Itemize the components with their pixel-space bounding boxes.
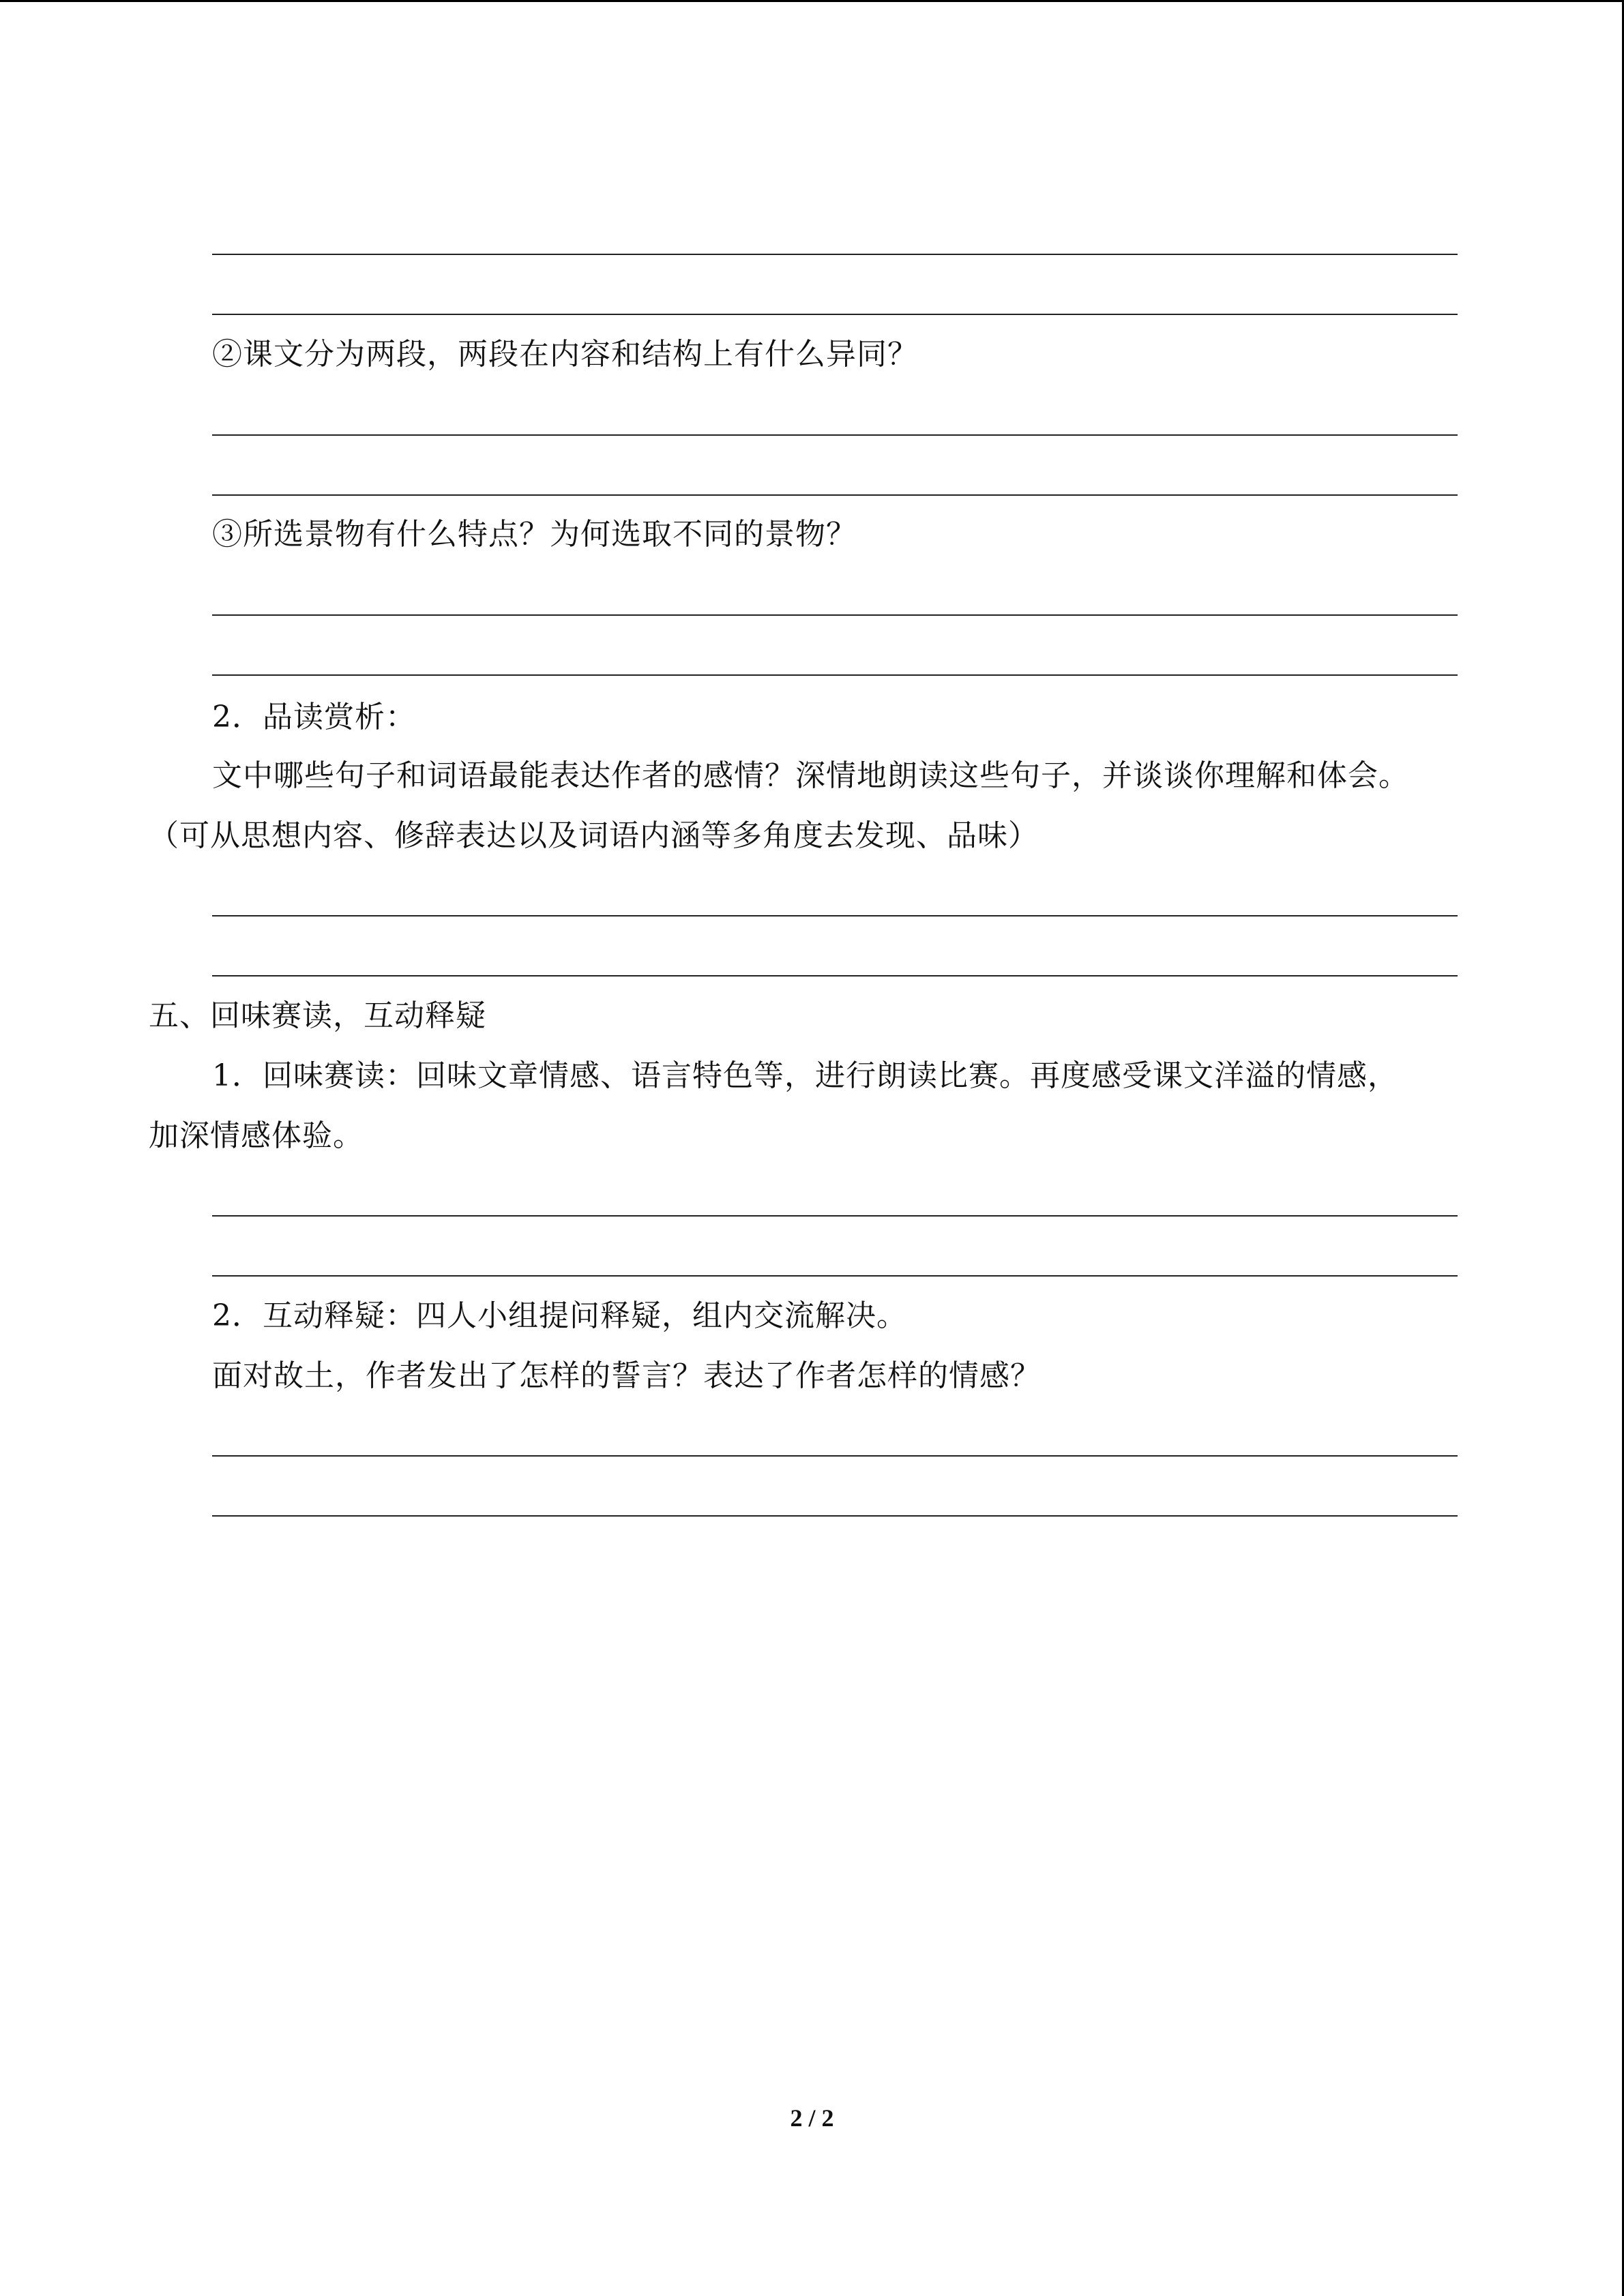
answer-line bbox=[212, 1275, 1458, 1277]
section-5-item-1-line-2: 加深情感体验。 bbox=[149, 1118, 364, 1153]
answer-line bbox=[212, 1215, 1458, 1217]
page-number: 2 / 2 bbox=[790, 2104, 834, 2132]
question-2: ②课文分为两段，两段在内容和结构上有什么异同？ bbox=[212, 337, 918, 372]
answer-line bbox=[212, 1515, 1458, 1517]
answer-line bbox=[212, 434, 1458, 436]
section-5-item-1-line-1: 1．回味赛读：回味文章情感、语言特色等，进行朗读比赛。再度感受课文洋溢的情感， bbox=[212, 1058, 1398, 1093]
answer-line bbox=[212, 674, 1458, 676]
section-5-item-2-heading: 2．互动释疑：四人小组提问释疑，组内交流解决。 bbox=[212, 1298, 907, 1333]
answer-line bbox=[212, 915, 1458, 916]
appreciation-line-2: （可从思想内容、修辞表达以及词语内涵等多角度去发现、品味） bbox=[149, 818, 1039, 853]
answer-line bbox=[212, 314, 1458, 315]
answer-line bbox=[212, 494, 1458, 496]
section-5-title: 五、回味赛读，互动释疑 bbox=[149, 998, 486, 1033]
answer-line bbox=[212, 1455, 1458, 1457]
answer-line bbox=[212, 254, 1458, 255]
appreciation-line-1: 文中哪些句子和词语最能表达作者的感情？深情地朗读这些句子，并谈谈你理解和体会。 bbox=[212, 758, 1409, 793]
question-3: ③所选景物有什么特点？为何选取不同的景物？ bbox=[212, 517, 857, 552]
appreciation-heading: 2．品读赏析： bbox=[212, 700, 416, 734]
section-5-item-2-question: 面对故土，作者发出了怎样的誓言？表达了作者怎样的情感？ bbox=[212, 1358, 1041, 1393]
answer-line bbox=[212, 614, 1458, 616]
answer-line bbox=[212, 975, 1458, 976]
